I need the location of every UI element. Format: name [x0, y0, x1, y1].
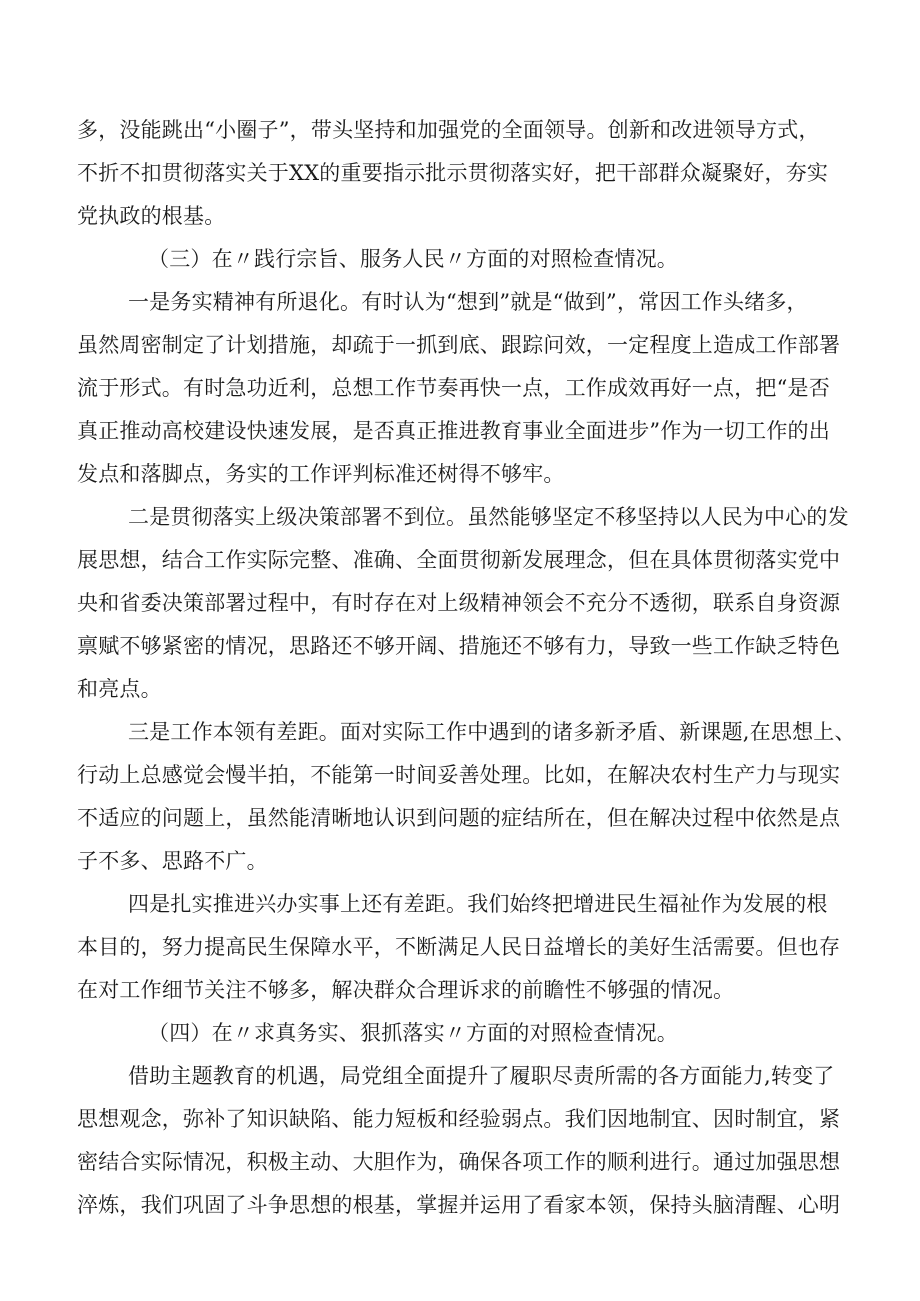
section-heading: （四）在〃求真务实、狠抓落实〃方面的对照检查情况。	[148, 1021, 678, 1045]
text-line: 真正推动高校建设快速发展，是否真正推进教育事业全面进步”作为一切工作的出	[77, 419, 830, 443]
text-line: 不折不扣贯彻落实关于XX的重要指示批示贯彻落实好，把干部群众凝聚好，夯实	[77, 161, 829, 185]
text-line: 在对工作细节关注不够多，解决群众合理诉求的前瞻性不够强的情况。	[77, 978, 735, 1002]
text-line: 借助主题教育的机遇，局党组全面提升了履职尽责所需的各方面能力,转变了	[128, 1064, 835, 1088]
text-line: 思想观念，弥补了知识缺陷、能力短板和经验弱点。我们因地制宜、因时制宜，紧	[77, 1107, 841, 1131]
text-line: 二是贯彻落实上级决策部署不到位。虽然能够坚定不移坚持以人民为中心的发	[128, 505, 849, 529]
section-heading: （三）在〃践行宗旨、服务人民〃方面的对照检查情况。	[148, 247, 678, 271]
text-line: 不适应的问题上，虽然能清晰地认识到问题的症结所在，但在解决过程中依然是点	[77, 806, 841, 830]
text-line: 密结合实际情况，积极主动、大胆作为，确保各项工作的顺利进行。通过加强思想	[77, 1150, 841, 1174]
text-line: 本目的，努力提高民生保障水平，不断满足人民日益增长的美好生活需要。但也存	[77, 935, 841, 959]
text-line: 子不多、思路不广。	[77, 849, 268, 873]
text-line: 四是扎实推进兴办实事上还有差距。我们始终把增进民生福祉作为发展的根	[128, 892, 828, 916]
text-line: 多，没能跳出“小圈子”，带头坚持和加强党的全面领导。创新和改进领导方式，	[77, 118, 820, 142]
text-line: 央和省委决策部署过程中，有时存在对上级精神领会不充分不透彻，联系自身资源	[77, 591, 841, 615]
text-line: 发点和落脚点，务实的工作评判标准还树得不够牢。	[77, 462, 565, 486]
text-line: 三是工作本领有差距。面对实际工作中遇到的诸多新矛盾、新课题,在思想上、	[128, 720, 856, 744]
text-line: 禀赋不够紧密的情况，思路还不够开阔、措施还不够有力，导致一些工作缺乏特色	[77, 634, 841, 658]
text-line: 一是务实精神有所退化。有时认为“想到”就是“做到”，常因工作头绪多，	[128, 290, 808, 314]
text-line: 党执政的根基。	[77, 204, 226, 228]
text-line: 展思想，结合工作实际完整、准确、全面贯彻新发展理念，但在具体贯彻落实党中	[77, 548, 841, 572]
text-line: 行动上总感觉会慢半拍，不能第一时间妥善处理。比如，在解决农村生产力与现实	[77, 763, 841, 787]
text-line: 流于形式。有时急功近利，总想工作节奏再快一点，工作成效再好一点，把“是否	[77, 376, 830, 400]
text-line: 虽然周密制定了计划措施，却疏于一抓到底、跟踪问效，一定程度上造成工作部署	[77, 333, 841, 357]
text-line: 淬炼，我们巩固了斗争思想的根基，掌握并运用了看家本领，保持头脑清醒、心明	[77, 1193, 841, 1217]
text-line: 和亮点。	[77, 677, 162, 701]
